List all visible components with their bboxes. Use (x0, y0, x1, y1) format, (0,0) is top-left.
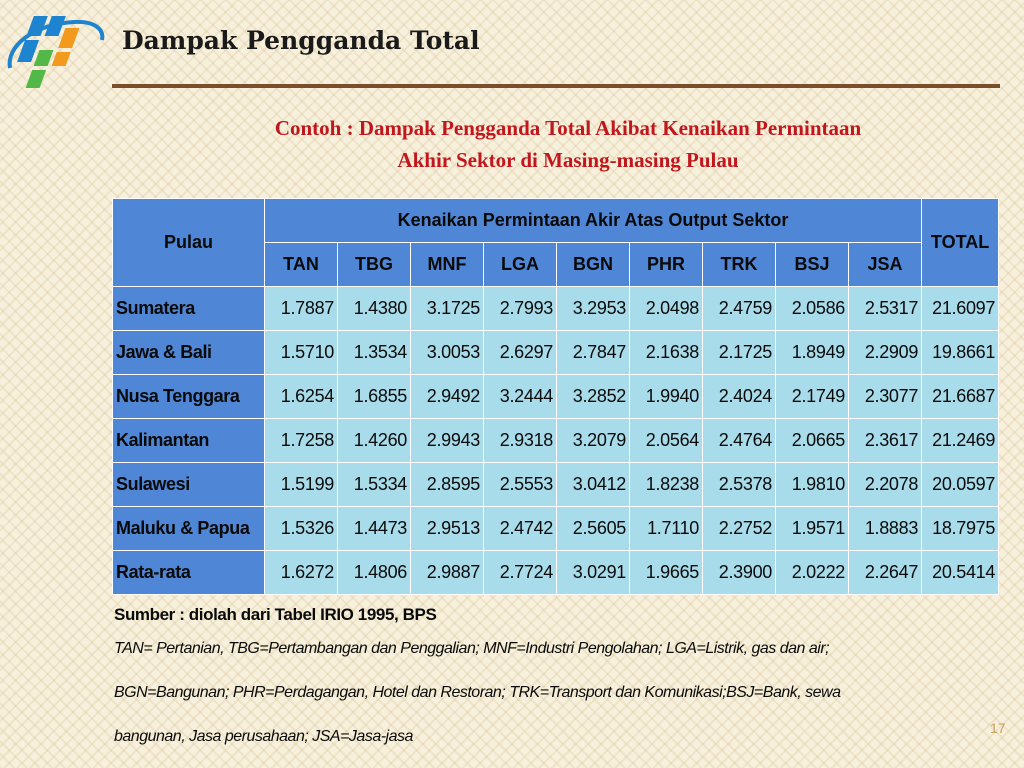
multiplier-table (112, 198, 999, 595)
row-label: Sulawesi (113, 463, 265, 507)
table-cell: 2.5317 (849, 287, 922, 331)
table-cell: 1.8883 (849, 507, 922, 551)
table-cell: 1.4806 (338, 551, 411, 595)
table-cell: 3.2852 (557, 375, 630, 419)
table-cell: 2.5553 (484, 463, 557, 507)
table-cell: 1.5326 (265, 507, 338, 551)
table-cell: 2.0665 (776, 419, 849, 463)
table-cell: 1.9571 (776, 507, 849, 551)
row-label: Nusa Tenggara (113, 375, 265, 419)
header-sector-trk: TRK (703, 243, 776, 287)
table-cell: 1.8949 (776, 331, 849, 375)
table-cell: 3.0291 (557, 551, 630, 595)
total-cell: 21.6097 (922, 287, 999, 331)
header-sector-lga: LGA (484, 243, 557, 287)
table-cell: 2.1749 (776, 375, 849, 419)
table-cell: 1.6855 (338, 375, 411, 419)
total-cell: 19.8661 (922, 331, 999, 375)
header-sector-bgn: BGN (557, 243, 630, 287)
row-label: Sumatera (113, 287, 265, 331)
table-cell: 2.9513 (411, 507, 484, 551)
table-cell: 1.4380 (338, 287, 411, 331)
table-cell: 1.7887 (265, 287, 338, 331)
table-cell: 2.6297 (484, 331, 557, 375)
table-cell: 1.5199 (265, 463, 338, 507)
table-row (113, 507, 999, 551)
caption-line-2: Akhir Sektor di Masing-masing Pulau (397, 148, 739, 172)
table-cell: 2.9887 (411, 551, 484, 595)
header-sector-group: Kenaikan Permintaan Akir Atas Output Sektor (265, 199, 922, 243)
header-sector-tan: TAN (265, 243, 338, 287)
slide-title: Dampak Pengganda Total (122, 26, 480, 55)
table-cell: 3.2079 (557, 419, 630, 463)
table-cell: 1.3534 (338, 331, 411, 375)
abbreviation-legend-line-1: TAN= Pertanian, TBG=Pertambangan dan Penggalian; MNF=Industri Pengolahan; LGA=Listrik, gas dan air; (114, 640, 830, 657)
table-cell: 2.4742 (484, 507, 557, 551)
header-sector-jsa: JSA (849, 243, 922, 287)
header-sector-tbg: TBG (338, 243, 411, 287)
table-cell: 1.4260 (338, 419, 411, 463)
table-row (113, 463, 999, 507)
source-note: Sumber : diolah dari Tabel IRIO 1995, BPS (114, 605, 437, 624)
table-notes (114, 600, 994, 766)
table-cell: 2.1638 (630, 331, 703, 375)
table-cell: 3.0053 (411, 331, 484, 375)
table-cell: 1.6254 (265, 375, 338, 419)
table-cell: 2.7724 (484, 551, 557, 595)
table-cell: 2.4024 (703, 375, 776, 419)
table-cell: 2.4764 (703, 419, 776, 463)
page-number: 17 (990, 720, 1006, 736)
table-cell: 2.0586 (776, 287, 849, 331)
row-label: Rata-rata (113, 551, 265, 595)
table-row (113, 331, 999, 375)
table-cell: 2.1725 (703, 331, 776, 375)
total-cell: 18.7975 (922, 507, 999, 551)
table-cell: 2.5605 (557, 507, 630, 551)
table-cell: 1.9940 (630, 375, 703, 419)
table-cell: 1.9810 (776, 463, 849, 507)
table-cell: 2.9943 (411, 419, 484, 463)
table-cell: 1.9665 (630, 551, 703, 595)
table-cell: 3.0412 (557, 463, 630, 507)
table-cell: 1.7258 (265, 419, 338, 463)
total-cell: 21.2469 (922, 419, 999, 463)
total-cell: 20.0597 (922, 463, 999, 507)
table-cell: 3.2444 (484, 375, 557, 419)
header-sector-bsj: BSJ (776, 243, 849, 287)
total-cell: 20.5414 (922, 551, 999, 595)
table-cell: 2.5378 (703, 463, 776, 507)
table-cell: 1.8238 (630, 463, 703, 507)
table-cell: 1.4473 (338, 507, 411, 551)
table-cell: 2.2078 (849, 463, 922, 507)
abbreviation-legend-line-3: bangunan, Jasa perusahaan; JSA=Jasa-jasa (114, 728, 413, 745)
table-cell: 2.9318 (484, 419, 557, 463)
table-cell: 2.3077 (849, 375, 922, 419)
table-cell: 1.7110 (630, 507, 703, 551)
row-label: Jawa & Bali (113, 331, 265, 375)
table-row (113, 287, 999, 331)
caption-line-1: Contoh : Dampak Pengganda Total Akibat Kenaikan Permintaan (274, 116, 862, 140)
table-cell: 2.3900 (703, 551, 776, 595)
table-cell: 2.4759 (703, 287, 776, 331)
title-divider (112, 84, 1000, 88)
header-sector-phr: PHR (630, 243, 703, 287)
bps-logo (4, 10, 108, 94)
table-cell: 1.5334 (338, 463, 411, 507)
table-cell: 3.1725 (411, 287, 484, 331)
table-cell: 1.5710 (265, 331, 338, 375)
table-cell: 2.7993 (484, 287, 557, 331)
table-cell: 2.0222 (776, 551, 849, 595)
table-cell: 3.2953 (557, 287, 630, 331)
header-sector-mnf: MNF (411, 243, 484, 287)
table-cell: 2.0564 (630, 419, 703, 463)
table-cell: 2.2752 (703, 507, 776, 551)
header-total: TOTAL (922, 199, 999, 287)
total-cell: 21.6687 (922, 375, 999, 419)
table-cell: 2.7847 (557, 331, 630, 375)
table-row (113, 375, 999, 419)
header-pulau: Pulau (113, 199, 265, 287)
table-cell: 2.2647 (849, 551, 922, 595)
row-label: Kalimantan (113, 419, 265, 463)
table-row (113, 551, 999, 595)
table-cell: 2.8595 (411, 463, 484, 507)
row-label: Maluku & Papua (113, 507, 265, 551)
table-cell: 2.0498 (630, 287, 703, 331)
abbreviation-legend-line-2: BGN=Bangunan; PHR=Perdagangan, Hotel dan Restoran; TRK=Transport dan Komunikasi;BSJ=Bank, sewa (114, 684, 841, 701)
table-row (113, 419, 999, 463)
table-cell: 2.3617 (849, 419, 922, 463)
table-cell: 2.9492 (411, 375, 484, 419)
table-cell: 2.2909 (849, 331, 922, 375)
table-cell: 1.6272 (265, 551, 338, 595)
table-caption (140, 112, 996, 176)
